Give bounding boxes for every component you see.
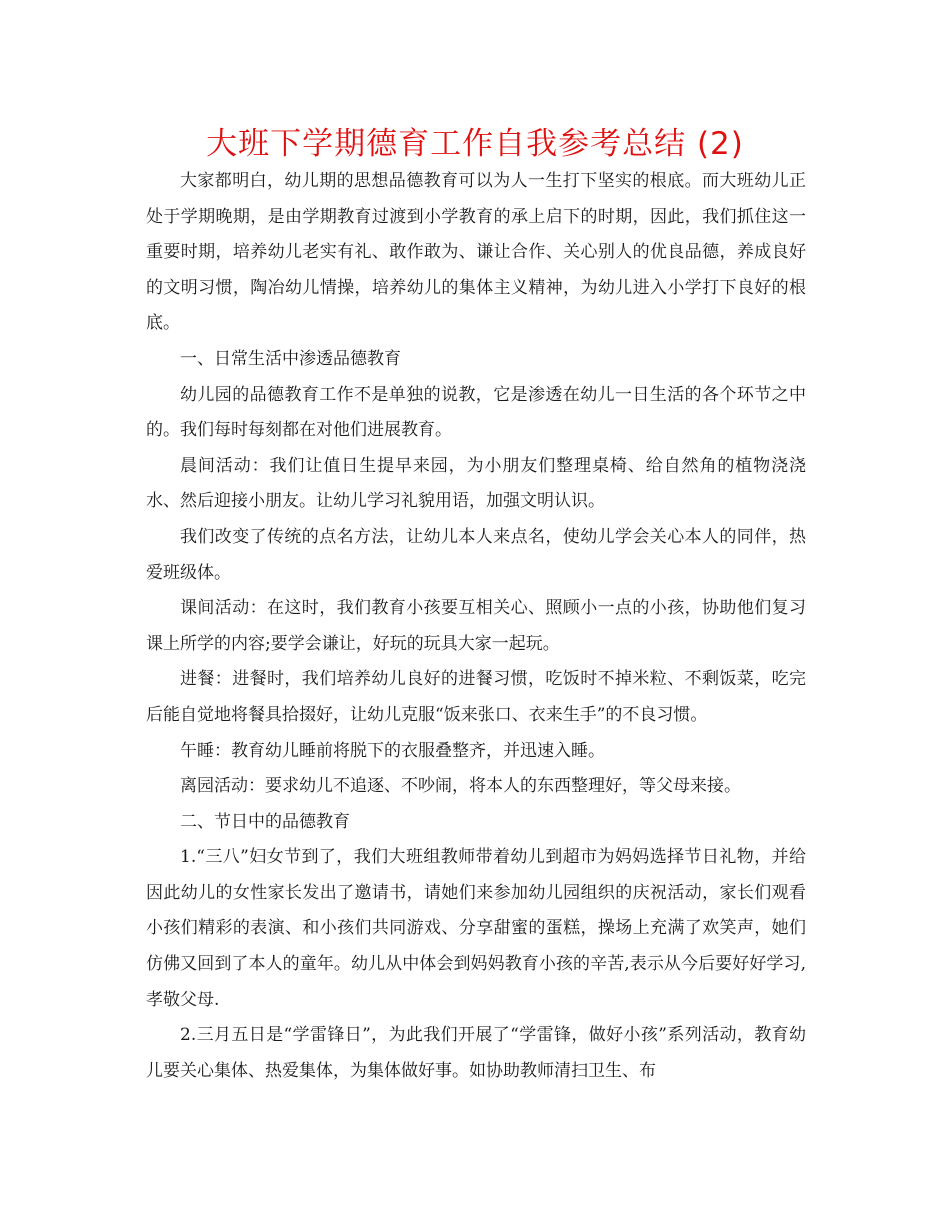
paragraph: 幼儿园的品德教育工作不是单独的说教，它是渗透在幼儿一日生活的各个环节之中的。我们每时每刻都在对他们进展教育。 [146,384,806,441]
paragraph: 1.“三八”妇女节到了，我们大班组教师带着幼儿到超市为妈妈选择节日礼物，并给因此幼儿的女性家长发出了邀请书，请她们来参加幼儿园组织的庆祝活动，家长们观看小孩们精彩的表演、和小孩们共同游戏、分享甜蜜的蛋糕，操场上充满了欢笑声，她们仿佛又回到了本人的童年。幼儿从中体会到妈妈教育小孩的辛苦,表示从今后要好好学习,孝敬父母. [146,847,806,1010]
paragraph: 晨间活动：我们让值日生提早来园，为小朋友们整理桌椅、给自然角的植物浇浇水、然后迎接小朋友。让幼儿学习礼貌用语，加强文明认识。 [146,455,806,512]
paragraph: 进餐：进餐时，我们培养幼儿良好的进餐习惯，吃饭时不掉米粒、不剩饭菜，吃完后能自觉地将餐具拾掇好，让幼儿克服“饭来张口、衣来生手”的不良习惯。 [146,669,806,725]
document-title: 大班下学期德育工作自我参考总结 (2) [206,126,744,162]
paragraph: 2.三月五日是“学雷锋日”，为此我们开展了“学雷锋，做好小孩”系列活动，教育幼儿要关心集体、热爱集体，为集体做好事。如协助教师清扫卫生、布 [146,1025,806,1081]
paragraph: 我们改变了传统的点名方法，让幼儿本人来点名，使幼儿学会关心本人的同伴，热爱班级体。 [146,526,806,583]
section-heading: 一、日常生活中渗透品德教育 [180,348,401,369]
paragraph: 课间活动：在这时，我们教育小孩要互相关心、照顾小一点的小孩，协助他们复习课上所学的内容;要学会谦让，好玩的玩具大家一起玩。 [146,598,806,654]
paragraph: 午睡：教育幼儿睡前将脱下的衣服叠整齐，并迅速入睡。 [180,740,605,761]
paragraph: 离园活动：要求幼儿不追逐、不吵闹，将本人的东西整理好，等父母来接。 [180,776,741,797]
section-heading: 二、节日中的品德教育 [180,811,350,832]
paragraph: 大家都明白，幼儿期的思想品德教育可以为人一生打下坚实的根底。而大班幼儿正处于学期晚期，是由学期教育过渡到小学教育的承上启下的时期，因此，我们抓住这一重要时期，培养幼儿老实有礼、敢作敢为、谦让合作、关心别人的优良品德，养成良好的文明习惯，陶冶幼儿情操，培养幼儿的集体主义精神，为幼儿进入小学打下良好的根底。 [146,171,806,334]
document-body [146,164,806,1089]
